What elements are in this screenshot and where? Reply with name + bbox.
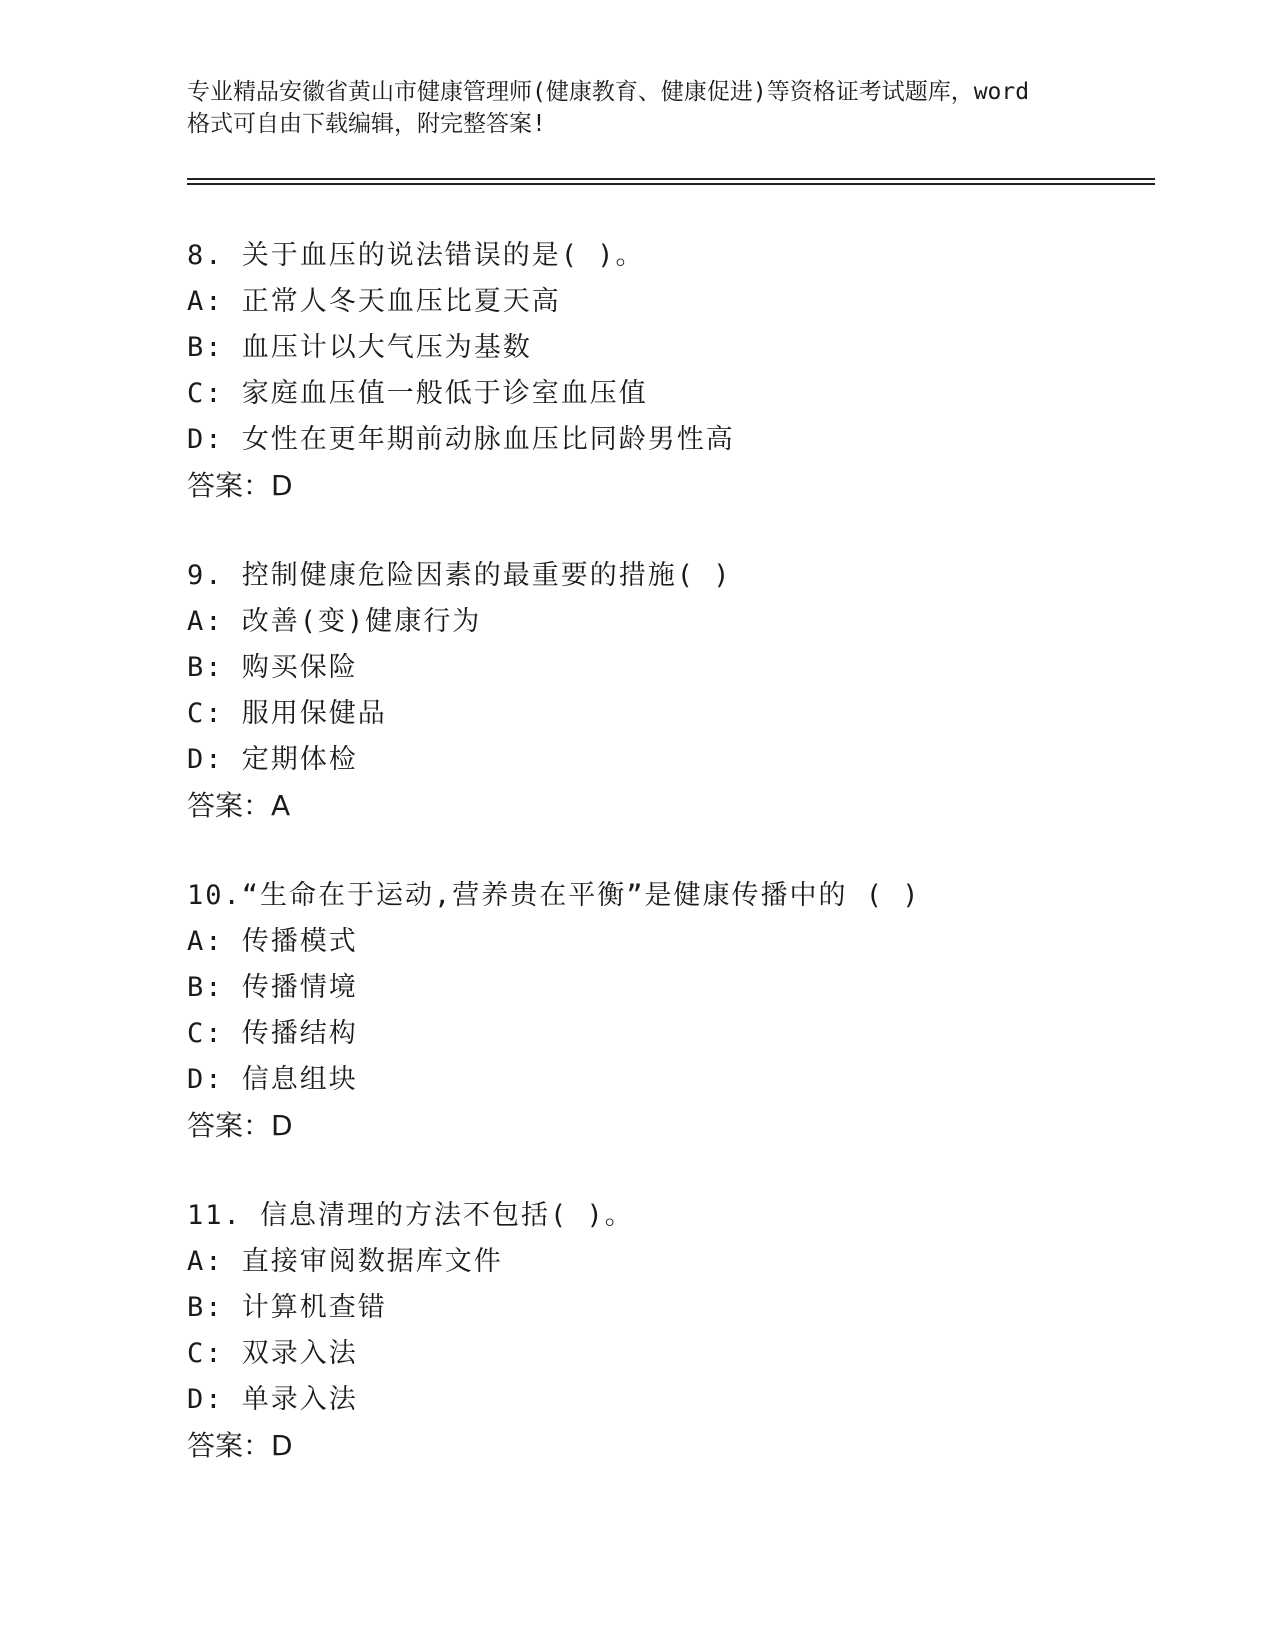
option-d: D: 女性在更年期前动脉血压比同龄男性高	[187, 424, 735, 455]
option-d: D: 定期体检	[187, 744, 358, 775]
answer: 答案：A	[187, 789, 291, 822]
question-stem: 9. 控制健康危险因素的最重要的措施( )	[187, 560, 732, 591]
header-divider-bottom	[187, 183, 1155, 185]
option-a: A: 正常人冬天血压比夏天高	[187, 286, 561, 317]
question-8	[187, 233, 1137, 509]
option-c: C: 双录入法	[187, 1338, 358, 1369]
question-stem: 8. 关于血压的说法错误的是( )。	[187, 240, 645, 271]
option-a: A: 改善(变)健康行为	[187, 606, 482, 637]
answer: 答案：D	[187, 469, 293, 502]
question-stem: 10.“生命在于运动,营养贵在平衡”是健康传播中的 ( )	[187, 880, 921, 911]
option-b: B: 血压计以大气压为基数	[187, 332, 532, 363]
answer: 答案：D	[187, 1109, 293, 1142]
option-b: B: 计算机查错	[187, 1292, 387, 1323]
option-b: B: 购买保险	[187, 652, 358, 683]
option-b: B: 传播情境	[187, 972, 358, 1003]
option-c: C: 家庭血压值一般低于诊室血压值	[187, 378, 648, 409]
option-d: D: 信息组块	[187, 1064, 358, 1095]
question-11	[187, 1193, 1137, 1469]
option-c: C: 服用保健品	[187, 698, 387, 729]
option-a: A: 传播模式	[187, 926, 358, 957]
header-line-1: 专业精品安徽省黄山市健康管理师(健康教育、健康促进)等资格证考试题库，word	[187, 79, 1030, 105]
question-stem: 11. 信息清理的方法不包括( )。	[187, 1200, 634, 1231]
answer: 答案：D	[187, 1429, 293, 1462]
option-c: C: 传播结构	[187, 1018, 358, 1049]
question-10	[187, 873, 1137, 1149]
document-header	[187, 76, 1087, 140]
header-line-2: 格式可自由下载编辑，附完整答案!	[187, 111, 546, 137]
option-a: A: 直接审阅数据库文件	[187, 1246, 503, 1277]
header-divider-top	[187, 178, 1155, 180]
question-9	[187, 553, 1137, 829]
option-d: D: 单录入法	[187, 1384, 358, 1415]
